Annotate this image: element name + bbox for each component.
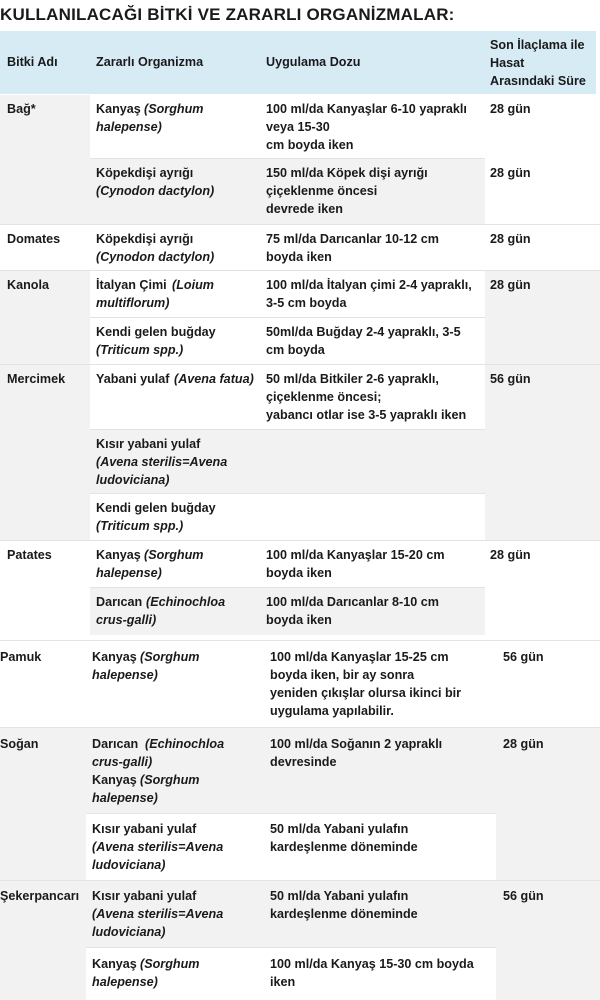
pest-name: Köpekdişi ayrığı: [96, 232, 194, 246]
dose-text: 75 ml/da Darıcanlar 10-12 cm: [266, 232, 439, 246]
dose-text: uygulama yapılabilir.: [270, 704, 394, 718]
dose-text: 50 ml/da Yabani yulafın: [270, 889, 409, 903]
dose-text: devrede iken: [266, 202, 344, 216]
divider: [86, 813, 496, 814]
divider: [90, 158, 485, 159]
dose-text: 50 ml/da Yabani yulafın: [270, 822, 409, 836]
page-title: KULLANILACAĞI BİTKİ VE ZARARLI ORGANİZMALAR:: [0, 5, 455, 24]
pest-name: Darıcan: [96, 595, 143, 609]
pest-scientific: (Triticum spp.): [96, 343, 184, 357]
dose-text: yabancı otlar ise 3-5 yapraklı iken: [266, 408, 467, 422]
dose-text: cm boyda: [266, 343, 325, 357]
pest-name: Kendi gelen buğday: [96, 501, 216, 515]
pest-scientific: ludoviciana): [96, 473, 170, 487]
crop-name: Soğan: [0, 737, 39, 751]
pest-scientific: halepense): [92, 791, 158, 805]
pest-name: İtalyan Çimi: [96, 278, 167, 292]
header-phi-line2: Hasat: [490, 56, 525, 70]
pest-name: Kısır yabani yulaf: [92, 889, 197, 903]
pest-scientific: (Avena fatua): [174, 372, 254, 386]
pest-name: Darıcan: [92, 737, 139, 751]
dose-text: 100 ml/da Kanyaşlar 15-25 cm: [270, 650, 449, 664]
header-dose: Uygulama Dozu: [266, 55, 361, 69]
dose-text: 3-5 cm boyda: [266, 296, 347, 310]
pest-name: Kanyaş: [96, 102, 141, 116]
dose-text: boyda iken, bir ay sonra: [270, 668, 415, 682]
pest-scientific: (Avena sterilis=Avena: [92, 840, 224, 854]
crop-name: Mercimek: [7, 372, 66, 386]
pest-name: Yabani yulaf: [96, 372, 170, 386]
dose-text: yeniden çıkışlar olursa ikinci bir: [270, 686, 462, 700]
dose-text: çiçeklenme öncesi: [266, 184, 378, 198]
dose-text: 100 ml/da İtalyan çimi 2-4 yapraklı,: [266, 278, 472, 292]
dose-text: 100 ml/da Kanyaşlar 6-10 yapraklı: [266, 102, 467, 116]
dose-text: 50 ml/da Bitkiler 2-6 yapraklı,: [266, 372, 439, 386]
header-phi-line3: Arasındaki Süre: [490, 74, 586, 88]
dose-text: 100 ml/da Kanyaşlar 15-20 cm: [266, 548, 445, 562]
dose-text: veya 15-30: [266, 120, 330, 134]
pest-scientific: (Triticum spp.): [96, 519, 184, 533]
pest-scientific: (Sorghum: [144, 548, 204, 562]
divider: [90, 429, 485, 430]
divider: [86, 947, 496, 948]
dose-text: boyda iken: [266, 613, 332, 627]
pest-scientific: (Cynodon dactylon): [96, 184, 215, 198]
dose-text: çiçeklenme öncesi;: [266, 390, 382, 404]
pest-scientific: ludoviciana): [92, 858, 166, 872]
header-pest: Zararlı Organizma: [96, 55, 204, 69]
pest-name: Kanyaş: [92, 773, 137, 787]
phi-value: 56 gün: [503, 650, 544, 664]
crop-name: Kanola: [7, 278, 49, 292]
pest-scientific: ludoviciana): [92, 925, 166, 939]
pest-name: Kendi gelen buğday: [96, 325, 216, 339]
dose-text: boyda iken: [266, 250, 332, 264]
pest-scientific: (Cynodon dactylon): [96, 250, 215, 264]
pest-name: Kısır yabani yulaf: [96, 437, 201, 451]
pest-scientific: halepense): [96, 566, 162, 580]
dose-text: iken: [270, 975, 296, 989]
phi-value: 28 gün: [490, 548, 531, 562]
crop-name: Patates: [7, 548, 52, 562]
crop-name: Pamuk: [0, 650, 42, 664]
divider: [90, 587, 485, 588]
table-header: [0, 31, 596, 94]
pest-scientific: (Echinochloa: [145, 737, 225, 751]
phi-cell-mercimek: [485, 365, 600, 540]
pest-name: Köpekdişi ayrığı: [96, 166, 194, 180]
dose-text: boyda iken: [266, 566, 332, 580]
phi-value: 28 gün: [490, 102, 531, 116]
phi-value: 56 gün: [490, 372, 531, 386]
pest-scientific: crus-galli): [96, 613, 157, 627]
pest-scientific: (Sorghum: [140, 957, 200, 971]
pest-scientific: halepense): [92, 668, 158, 682]
dose-text: kardeşlenme döneminde: [270, 840, 418, 854]
pest-scientific: (Sorghum: [140, 650, 200, 664]
crop-name: Bağ*: [7, 102, 36, 116]
dose-text: devresinde: [270, 755, 337, 769]
pest-scientific: (Loium: [172, 278, 214, 292]
phi-value: 56 gün: [503, 889, 544, 903]
pest-scientific: (Echinochloa: [146, 595, 226, 609]
phi-value: 28 gün: [503, 737, 544, 751]
dose-text: cm boyda iken: [266, 138, 354, 152]
dose-text: 100 ml/da Kanyaş 15-30 cm boyda: [270, 957, 474, 971]
phi-value: 28 gün: [490, 232, 531, 246]
crop-cell-mercimek: [0, 365, 90, 540]
divider: [90, 493, 485, 494]
pest-name: Kanyaş: [92, 650, 137, 664]
phi-value: 28 gün: [490, 166, 531, 180]
crop-name: Şekerpancarı: [0, 889, 80, 903]
pest-scientific: crus-galli): [92, 755, 153, 769]
header-crop: Bitki Adı: [7, 55, 58, 69]
dose-text: 50ml/da Buğday 2-4 yapraklı, 3-5: [266, 325, 461, 339]
pest-name: Kanyaş: [96, 548, 141, 562]
pest-scientific: multiflorum): [96, 296, 170, 310]
dose-text: 100 ml/da Darıcanlar 8-10 cm: [266, 595, 439, 609]
pest-scientific: (Avena sterilis=Avena: [92, 907, 224, 921]
pest-scientific: halepense): [92, 975, 158, 989]
divider: [90, 317, 485, 318]
pest-name: Kanyaş: [92, 957, 137, 971]
dose-text: 100 ml/da Soğanın 2 yapraklı: [270, 737, 443, 751]
crop-name: Domates: [7, 232, 61, 246]
pest-scientific: (Sorghum: [140, 773, 200, 787]
pest-scientific: (Sorghum: [144, 102, 204, 116]
header-phi-line1: Son İlaçlama ile: [490, 38, 585, 52]
dose-text: kardeşlenme döneminde: [270, 907, 418, 921]
pest-scientific: (Avena sterilis=Avena: [96, 455, 228, 469]
dose-text: 150 ml/da Köpek dişi ayrığı: [266, 166, 428, 180]
pest-name: Kısır yabani yulaf: [92, 822, 197, 836]
phi-value: 28 gün: [490, 278, 531, 292]
pest-scientific: halepense): [96, 120, 162, 134]
